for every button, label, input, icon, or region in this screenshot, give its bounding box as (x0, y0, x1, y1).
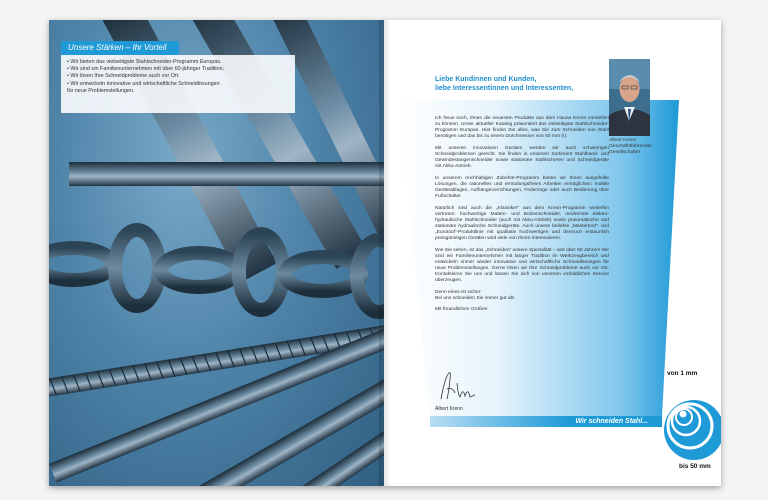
letter-paragraph: Ich freue mich, Ihnen die neuesten Produkte aus dem Hause Krenn vorstellen zu können. Unser aktueller Katalog präsentiert das vielseitigste Stahlschneider-Programm Europas. Hier finden Sie alles, was Sie zum Schneiden von Stahl benötigen und das bis zu einem Durchmesser von 50 mm (!). (435, 116, 609, 140)
right-page (384, 20, 721, 486)
letter-paragraph: Denn eines ist sicher: Bei uns schneiden Sie immer gut ab! (435, 289, 515, 301)
letter-paragraph: Wie Sie sehen, ist das „Schneiden“ unsere Spezialität – seit über 60 Jahren! Wir sind ein Familienunternehmen mit langer Tradition im Werkzeugbereich und entwickeln immer wieder innovative und wirtschaftliche Schneidlösungen für neue Problemstellungen. Gerne lösen wir Ihre Schneidprobleme auch vor Ort. Kontaktieren Sie uns und lassen Sie sich von unserem vorbildlichen Service überzeugen. (435, 247, 609, 284)
portrait-caption (609, 138, 669, 156)
letter-paragraph: Mit unseren innovativen Geräten werden wir auch schwierigen Schneidproblemen gerecht. Sie finden in unserem Sortiment Stahlband- und Gewindestangenschneider sowie stationäre Stahlscheren und Schneidgeräte mit Akku-Antrieb. (435, 145, 609, 170)
handwritten-signature (437, 369, 477, 405)
strength-item: • Wir entwickeln innovative und wirtschaftliche Schneidlösungen (67, 80, 220, 87)
slogan-bar (430, 416, 662, 427)
left-page (49, 20, 384, 486)
range-min-label: von 1 mm (667, 370, 698, 377)
strength-item: • Wir lösen Ihre Schneidprobleme auch vor Ort. (67, 73, 180, 80)
strengths-list (61, 55, 295, 113)
caption-role: Gesellschafter (609, 150, 641, 155)
portrait-photo (609, 59, 650, 136)
letter-closing: Mit freundlichen Grüßen (435, 307, 488, 313)
strength-item: für neue Problemstellungen. (67, 87, 135, 94)
slogan-text: Wir schneiden Stahl... (575, 418, 648, 425)
round-bar-top (69, 162, 384, 186)
strength-item: • Wir sind ein Familienunternehmen mit über 60-jähriger Tradition. (67, 66, 225, 73)
salutation (435, 75, 635, 93)
brochure-spread (49, 20, 721, 486)
strengths-box (61, 41, 295, 113)
salutation-line-2: liebe Interessentinnen und Interessenten, (435, 85, 574, 92)
diameter-rings-logo (663, 378, 721, 462)
range-max-label: bis 50 mm (679, 463, 711, 470)
caption-role: Geschäftsführender (609, 144, 652, 149)
letter-body (435, 116, 609, 319)
letter-paragraph: Natürlich sind auch die „Klassiker“ aus dem Krenn-Programm weiterhin vertreten: hochwertige Matten- und Bolzenschneider, modernste elektro-hydraulische Stahlschneider (auch mit Akku-Antrieb) sowie pneumatische und stationäre hydraulische Schneidgeräte. Auch unsere beliebte „Mastertool“- und „Eurotool“-Produktlinie mit qualitativ hochwertigen und dennoch erstaunlich preisgünstigen Geräten wird viele von Ihnen interessieren. (435, 205, 609, 242)
strengths-title: Unsere Stärken – Ihr Vorteil (61, 41, 179, 55)
salutation-line-1: Liebe Kundinnen und Kunden, (435, 76, 537, 83)
caption-name: Albert Krenn (609, 138, 637, 143)
signer-name: Albert Krenn (435, 406, 463, 412)
letter-paragraph: In unserem reichhaltigen Zubehör-Programm bieten wir Ihnen ausgefeilte Lösungen, die rationelles und ermüdungsfreies Arbeiten ermöglichen: mobile Geräteablagen, Aufhängevorrichtungen, Federzüge oder auch Bedienung über Fußschalter. (435, 175, 609, 200)
page-gutter (379, 20, 391, 486)
strength-item: • Wir bieten das vielseitigste Stahlschneider-Programm Europas. (67, 59, 222, 65)
